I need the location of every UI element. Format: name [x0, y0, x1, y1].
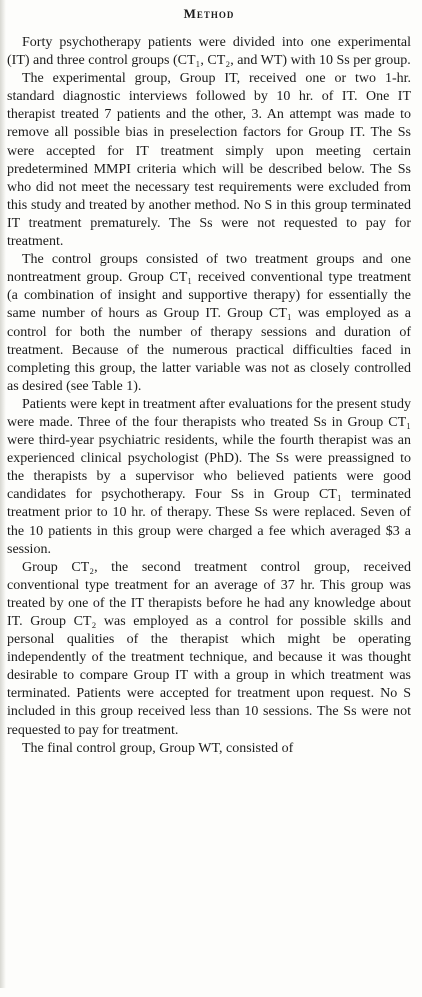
paragraph-6-partial: The final control group, Group WT, consisted of — [22, 740, 294, 756]
page-crop-edge — [0, 988, 422, 997]
text-column — [7, 0, 411, 758]
paragraph-5: Group CT₂, the second treatment control group, received conventional type treatment for an average of 37 hr. This group was treated by one of the IT therapists before he had any knowledge about IT. Group CT₂ was employed as a control for possible skills and personal qualities of the therapist which might be operating independently of the treatment technique, and because it was thought desirable to compare Group IT with a group in which treatment was terminated. Patients were accepted for treatment upon request. No S included in this group received less than 10 sessions. The Ss were not requested to pay for treatment. — [7, 559, 411, 738]
paragraph-2: The experimental group, Group IT, received one or two 1-hr. standard diagnostic interviews followed by 10 hr. of IT. One IT therapist treated 7 patients and the other, 3. An attempt was made to remove all possible bias in preselection factors for Group IT. The Ss were accepted for IT treatment simply upon meeting certain predetermined MMPI criteria which will be described below. The Ss who did not meet the necessary test requirements were excluded from this study and treated by another method. No S in this group terminated IT treatment prematurely. The Ss were not requested to pay for treatment. — [7, 71, 411, 250]
paragraph-1: Forty psychotherapy patients were divided into one experimental (IT) and three control groups (CT₁, CT₂, and WT) with 10 Ss per group. — [7, 35, 411, 69]
section-heading-text: Method — [183, 6, 235, 21]
section-heading — [7, 6, 411, 22]
binding-shadow — [0, 0, 6, 997]
paragraph-4: Patients were kept in treatment after evaluations for the present study were made. Three of the four therapists who treated Ss in Group CT₁ were third-year psychiatric residents, while the fourth therapist was an experienced clinical psychologist (PhD). The Ss were preassigned to the therapists by a supervisor who believed patients were good candidates for psychotherapy. Four Ss in Group CT₁ terminated treatment prior to 10 hr. of therapy. These Ss were replaced. Seven of the 10 patients in this group were charged a fee which averaged $3 a session. — [7, 396, 411, 557]
paragraph-3: The control groups consisted of two treatment groups and one nontreatment group. Group CT₁ received conventional type treatment (a combination of insight and supportive therapy) for essentially the same number of hours as Group IT. Group CT₁ was employed as a control for both the number of therapy sessions and duration of treatment. Because of the numerous practical difficulties faced in completing this group, the latter variable was not as closely controlled as desired (see Table 1). — [7, 252, 411, 394]
